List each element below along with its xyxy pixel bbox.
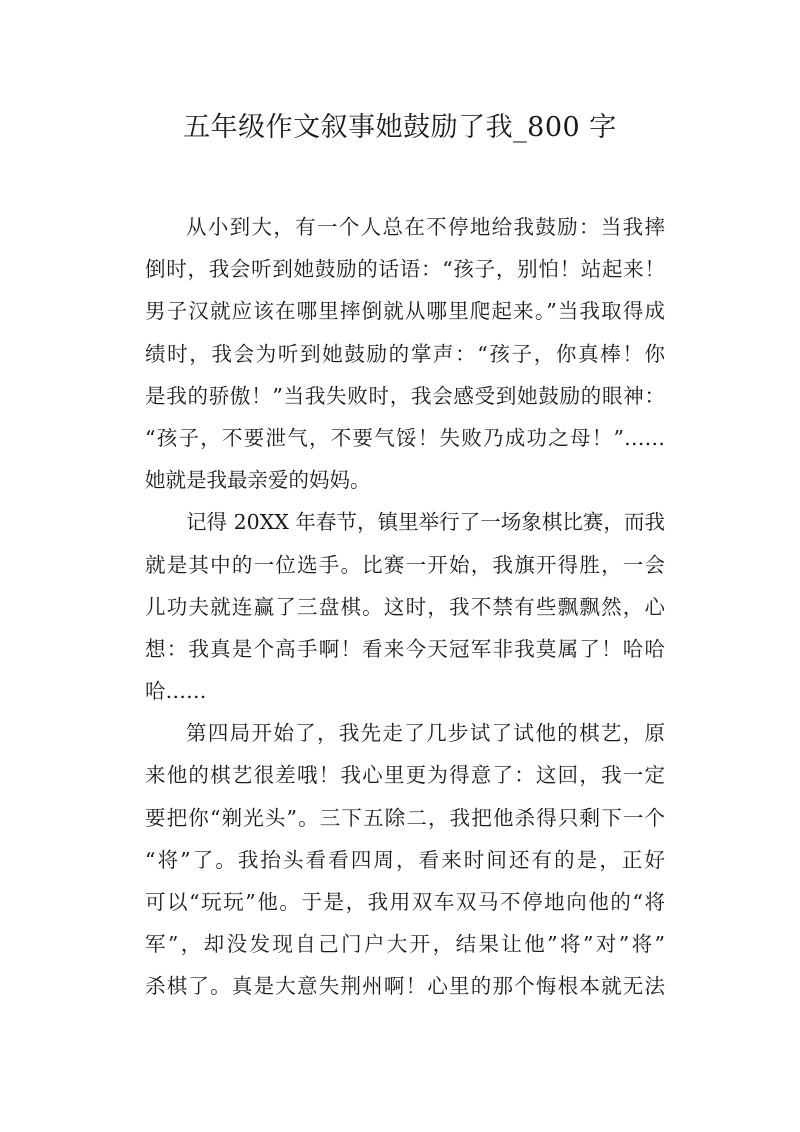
paragraph-line: “孩子，不要泄气，不要气馁！失败乃成功之母！”…… <box>145 425 665 450</box>
paragraph-line: 第四局开始了，我先走了几步试了试他的棋艺，原 <box>186 721 665 746</box>
paragraph-line: 从小到大，有一个人总在不停地给我鼓励：当我摔 <box>186 215 665 239</box>
document-body <box>145 206 665 1008</box>
paragraph-line: 她就是我最亲爱的妈妈。 <box>145 468 371 493</box>
paragraph-line: 绩时，我会为听到她鼓励的掌声：“孩子，你真棒！你 <box>145 341 665 366</box>
paragraph-line: 想：我真是个高手啊！看来今天冠军非我莫属了！哈哈 <box>145 636 665 661</box>
document-title: 五年级作文叙事她鼓励了我_800 字 <box>183 112 617 143</box>
paragraph-line: 可以“玩玩”他。于是，我用双车双马不停地向他的“将 <box>145 890 665 914</box>
paragraph-1 <box>145 206 665 501</box>
paragraph-line: 男子汉就应该在哪里摔倒就从哪里爬起来。”当我取得成 <box>145 299 665 324</box>
paragraph-line: 记得 20XX 年春节，镇里举行了一场象棋比赛，而我 <box>186 510 665 535</box>
paragraph-line: 杀棋了。真是大意失荆州啊！心里的那个悔根本就无法 <box>145 974 665 999</box>
paragraph-2 <box>145 501 665 712</box>
paragraph-line: 就是其中的一位选手。比赛一开始，我旗开得胜，一会 <box>145 552 665 577</box>
paragraph-line: 是我的骄傲！”当我失败时，我会感受到她鼓励的眼神： <box>145 383 665 408</box>
paragraph-line: 儿功夫就连赢了三盘棋。这时，我不禁有些飘飘然，心 <box>145 594 665 619</box>
paragraph-line: 要把你“剃光头”。三下五除二，我把他杀得只剩下一个 <box>145 805 665 830</box>
paragraph-line: 哈…… <box>145 679 207 704</box>
paragraph-line: 来他的棋艺很差哦！我心里更为得意了：这回，我一定 <box>145 763 665 788</box>
paragraph-3 <box>145 712 665 1007</box>
paragraph-line: 军”，却没发现自己门户大开，结果让他”将”对”将” <box>145 932 665 957</box>
paragraph-line: “将”了。我抬头看看四周，看来时间还有的是，正好 <box>145 847 665 872</box>
paragraph-line: 倒时，我会听到她鼓励的话语：“孩子，别怕！站起来！ <box>145 257 665 282</box>
